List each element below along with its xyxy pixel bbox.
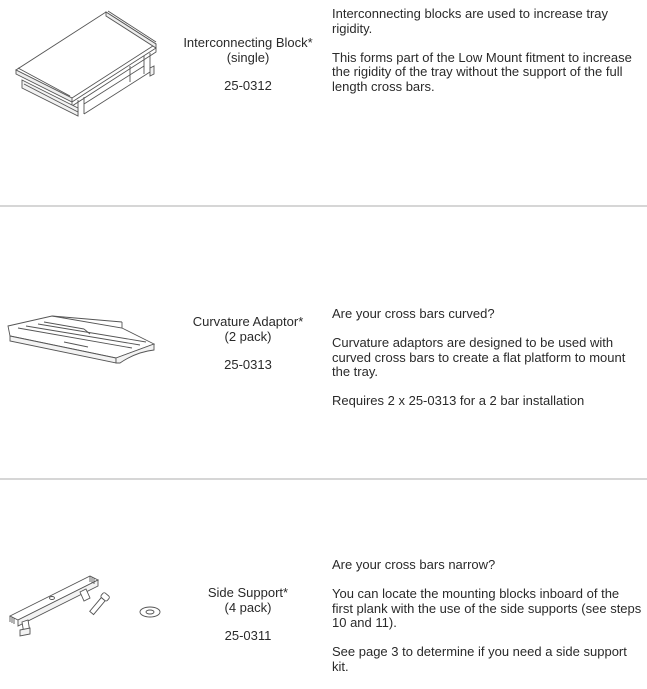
product-pack: (single) <box>226 49 270 65</box>
product-row-curvature-adaptor <box>0 207 647 477</box>
side-support-icon <box>6 574 166 644</box>
product-name: Curvature Adaptor* <box>192 314 304 329</box>
product-pack: (2 pack) <box>224 328 272 344</box>
product-description <box>332 7 642 109</box>
description-paragraph: See page 3 to determine if you need a side support kit. <box>332 644 627 674</box>
interconnecting-block-icon <box>6 8 158 118</box>
description-paragraph: Are your cross bars narrow? <box>332 557 496 572</box>
product-name: Interconnecting Block* <box>183 35 313 50</box>
product-title-block <box>168 315 328 373</box>
product-row-side-support <box>0 480 647 680</box>
product-title-block <box>168 36 328 94</box>
product-name: Side Support* <box>207 585 289 600</box>
description-paragraph: You can locate the mounting blocks inboard of the first plank with the use of the side supports (see steps 10 and 11). <box>332 586 642 630</box>
product-title-block <box>168 586 328 644</box>
description-paragraph: Interconnecting blocks are used to increase tray rigidity. <box>332 6 609 36</box>
product-description <box>332 307 642 423</box>
description-paragraph: Requires 2 x 25-0313 for a 2 bar installation <box>332 393 585 408</box>
product-code: 25-0313 <box>224 357 272 372</box>
description-paragraph: Curvature adaptors are designed to be used with curved cross bars to create a flat platform to mount the tray. <box>332 335 626 379</box>
product-code: 25-0311 <box>224 628 272 643</box>
curvature-adaptor-icon <box>4 314 160 364</box>
product-row-interconnecting-block <box>0 0 647 205</box>
product-code: 25-0312 <box>224 78 272 93</box>
description-paragraph: Are your cross bars curved? <box>332 306 495 321</box>
product-description <box>332 558 642 689</box>
product-pack: (4 pack) <box>224 599 272 615</box>
description-paragraph: This forms part of the Low Mount fitment to increase the rigidity of the tray without the support of the full length cross bars. <box>332 49 632 94</box>
